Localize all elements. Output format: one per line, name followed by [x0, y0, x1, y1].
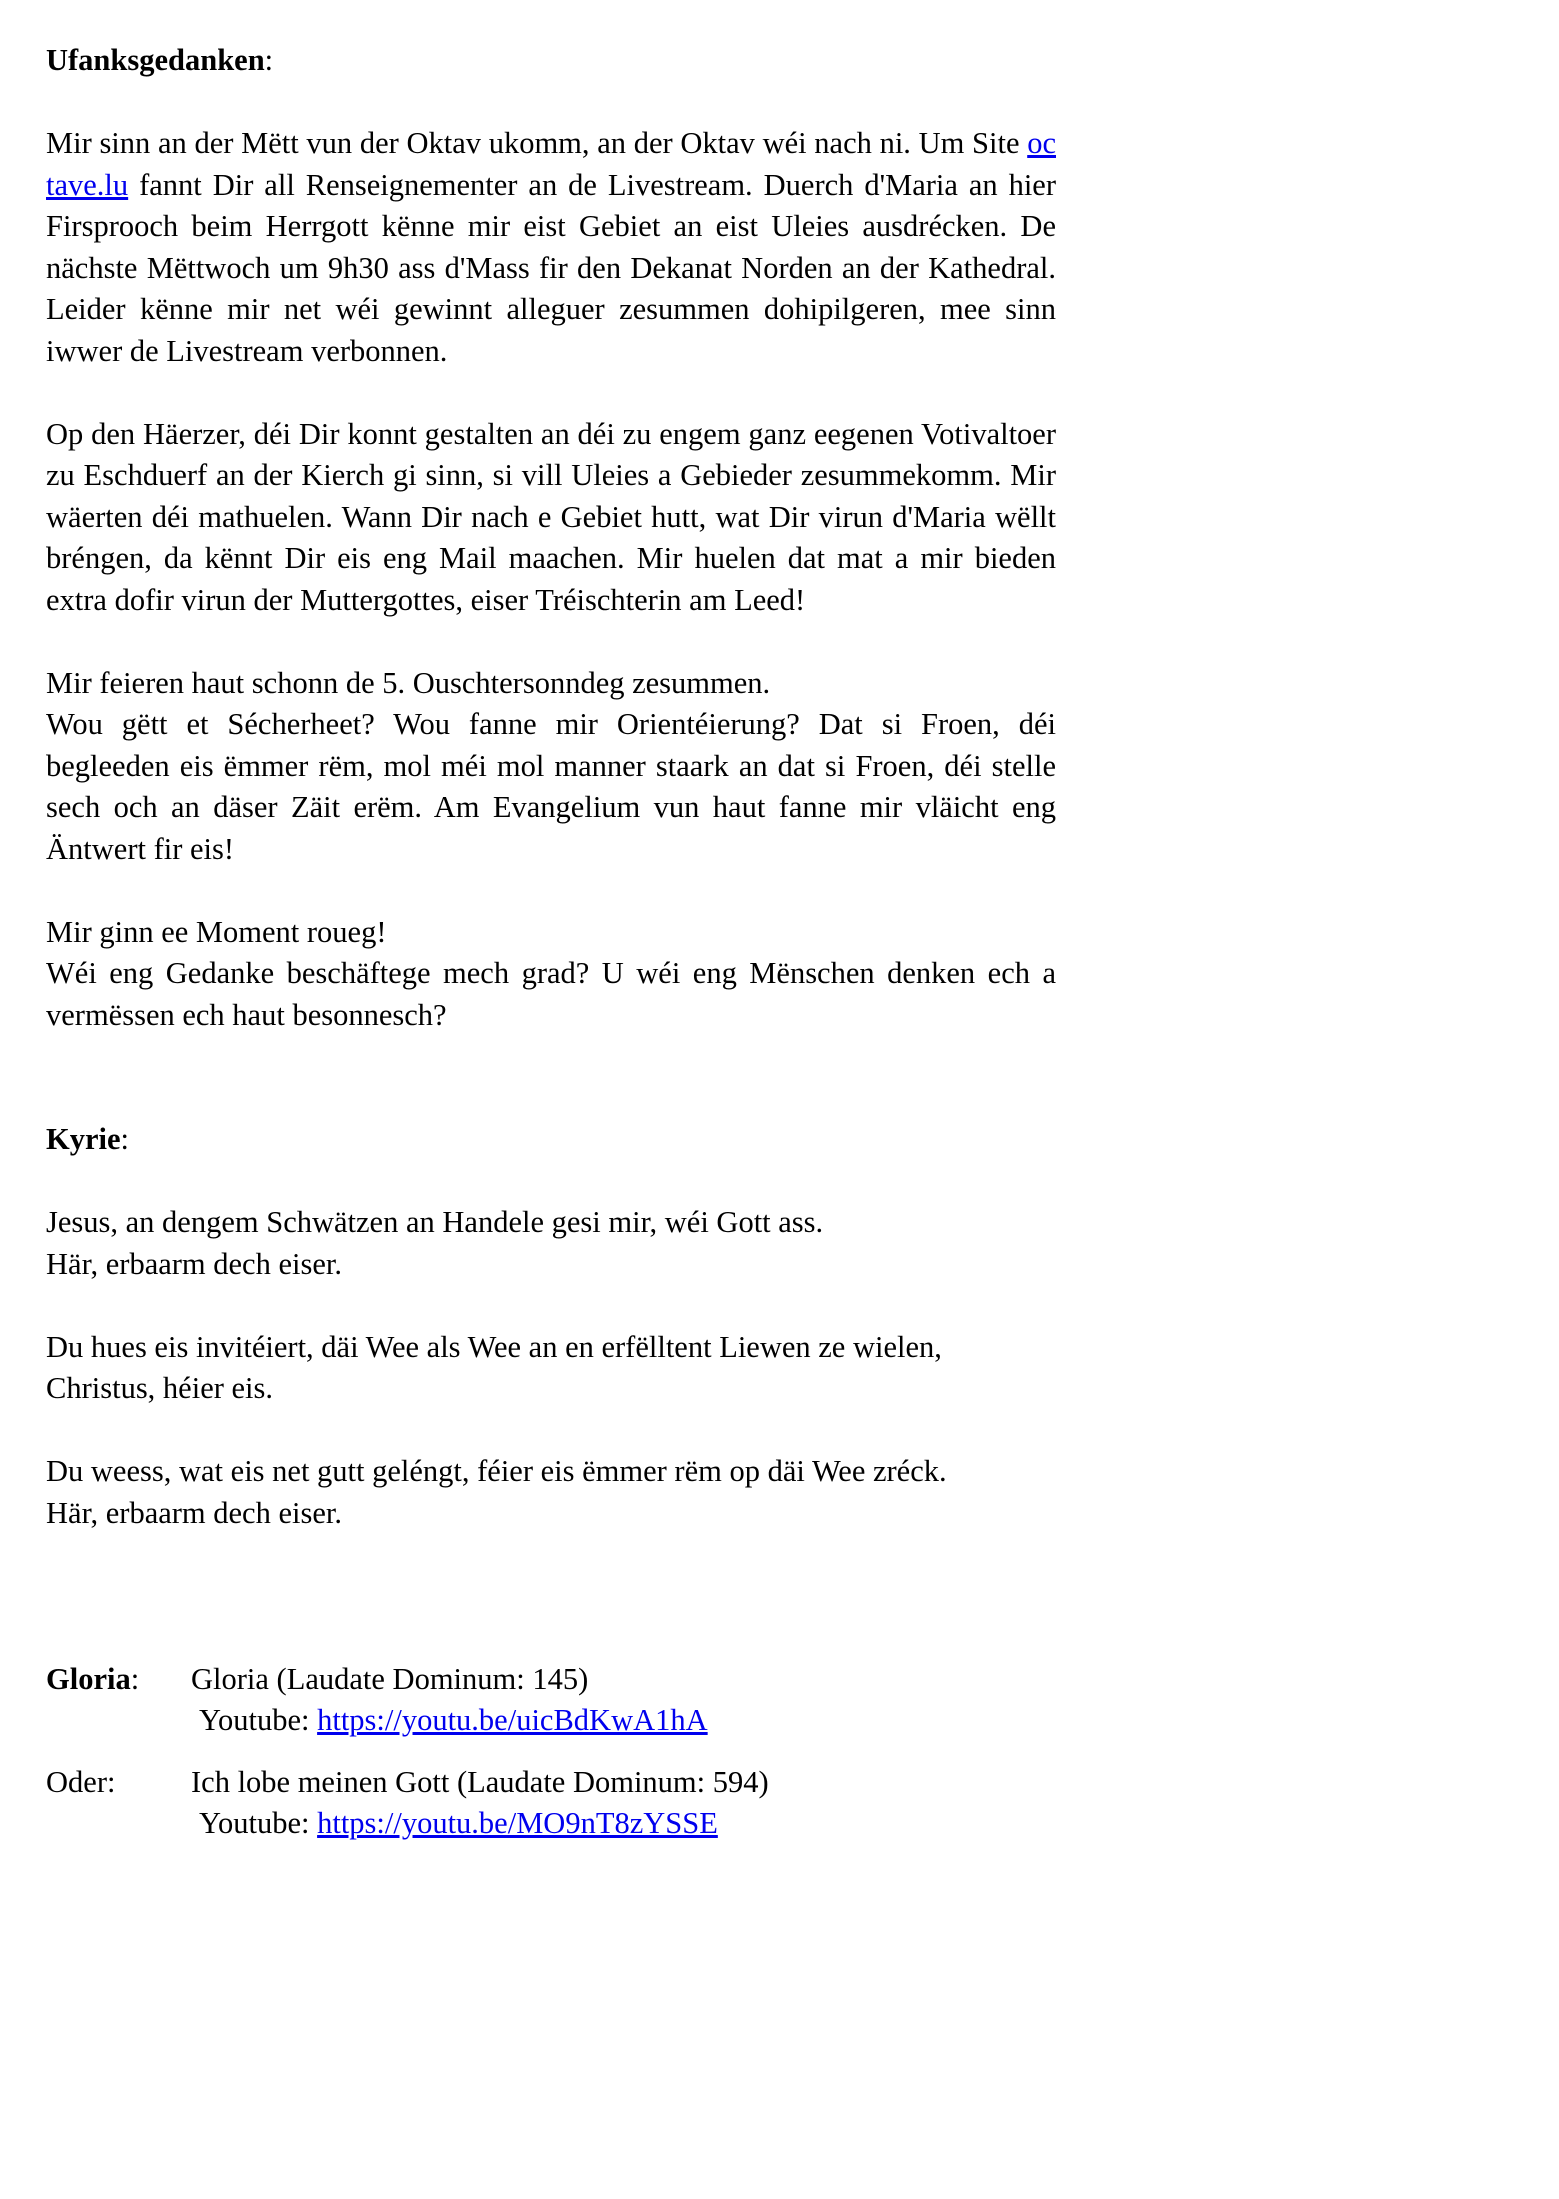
spacer [46, 1742, 1056, 1762]
paragraph-intro-part1: Mir sinn an der Mëtt vun der Oktav ukomm, an der Oktav wéi nach ni. Um Site [46, 126, 1028, 160]
spacer [46, 372, 1056, 414]
section-heading-label: Kyrie [46, 1122, 121, 1156]
document-body [46, 40, 1056, 1845]
paragraph-moment-roueg [46, 912, 1056, 954]
song-content-oder [191, 1762, 1056, 1845]
spacer [46, 1410, 1056, 1452]
youtube-link-oder[interactable]: https://youtu.be/MO9nT8zYSSE [317, 1806, 718, 1840]
song-media-gloria [191, 1700, 1056, 1742]
kyrie-verse-3-line-1: Du weess, wat eis net gutt geléngt, féier eis ëmmer rëm op däi Wee zréck. [46, 1454, 947, 1488]
spacer [46, 1534, 1056, 1617]
section-heading-colon: : [264, 43, 274, 77]
song-row-oder [46, 1762, 1056, 1845]
spacer [46, 1161, 1056, 1203]
section-heading-ufanksgedanken [46, 40, 1056, 82]
song-label-gloria [46, 1659, 191, 1701]
section-heading-colon: : [120, 1122, 130, 1156]
kyrie-verse-2-response: Christus, héier eis. [46, 1371, 274, 1405]
song-label-gloria-colon: : [130, 1661, 140, 1696]
paragraph-gedanken: Wéi eng Gedanke beschäftege mech grad? U wéi eng Mënschen denken ech a vermëssen ech haut besonnesch? [46, 956, 1056, 1032]
paragraph-moment-roueg-line-1: Mir ginn ee Moment roueg! [46, 914, 387, 949]
octave-lu-link[interactable]: octave.lu [46, 126, 1056, 202]
kyrie-verse-2 [46, 1327, 1056, 1410]
song-title-oder: Ich lobe meinen Gott (Laudate Dominum: 594) [191, 1764, 769, 1799]
paragraph-intro-part2: fannt Dir all Renseignementer an de Livestream. Duerch d'Maria an hier Firsprooch beim Herrgott kënne mir eist Gebiet an eist Uleies ausdrécken. De nächste Mëttwoch um 9h30 ass d'Mass fir den Dekanat Norden an der Kathedral. Leider kënne mir net wéi gewinnt alleguer zesummen dohipilgeren, mee sinn iwwer de Livestream verbonnen. [46, 167, 1056, 368]
spacer [46, 621, 1056, 663]
spacer [46, 870, 1056, 912]
song-row-gloria [46, 1659, 1056, 1742]
section-heading-label: Ufanksgedanken [46, 43, 265, 77]
section-heading-kyrie [46, 1119, 1056, 1161]
song-label-gloria-text: Gloria [46, 1661, 131, 1696]
spacer [46, 1617, 1056, 1659]
kyrie-verse-1-line-1: Jesus, an dengem Schwätzen an Handele gesi mir, wéi Gott ass. [46, 1205, 824, 1239]
spacer [46, 1285, 1056, 1327]
song-content-gloria [191, 1659, 1056, 1742]
paragraph-haerzer: Op den Häerzer, déi Dir konnt gestalten an déi zu engem ganz eegenen Votivaltoer zu Eschduerf an der Kierch gi sinn, si vill Uleies a Gebieder zesummekomm. Mir wäerten déi mathuelen. Wann Dir nach e Gebiet hutt, wat Dir virun d'Maria wëllt bréngen, da kënnt Dir eis eng Mail maachen. Mir huelen dat mat a mir bieden extra dofir virun der Muttergottes, eiser Tréischterin am Leed! [46, 416, 1056, 617]
paragraph-froen: Wou gëtt et Sécherheet? Wou fanne mir Orientéierung? Dat si Froen, déi begleeden eis ëmmer rëm, mol méi mol manner staark an dat si Froen, déi stelle sech och an däser Zäit erëm. Am Evangelium vun haut fanne mir vläicht eng Äntwert fir eis! [46, 707, 1056, 866]
kyrie-verse-2-line-1: Du hues eis invitéiert, däi Wee als Wee an en erfëlltent Liewen ze wielen, [46, 1329, 942, 1364]
kyrie-verse-1-response: Här, erbaarm dech eiser. [46, 1246, 342, 1281]
spacer [46, 1036, 1056, 1119]
paragraph-ouschtersonndeg [46, 663, 1056, 705]
kyrie-verse-3 [46, 1451, 1056, 1534]
song-label-oder-text: Oder [46, 1764, 107, 1799]
paragraph-ouschtersonndeg-line-1: Mir feieren haut schonn de 5. Ouschtersonndeg zesummen. [46, 665, 771, 700]
spacer [46, 82, 1056, 124]
song-title-gloria: Gloria (Laudate Dominum: 145) [191, 1661, 589, 1696]
song-media-oder [191, 1803, 1056, 1845]
song-label-oder-colon: : [106, 1764, 116, 1799]
song-media-label-gloria: Youtube: [199, 1703, 318, 1737]
paragraph-intro [46, 123, 1056, 372]
youtube-link-gloria[interactable]: https://youtu.be/uicBdKwA1hA [317, 1703, 708, 1737]
song-media-label-oder: Youtube: [199, 1806, 318, 1840]
kyrie-verse-3-response: Här, erbaarm dech eiser. [46, 1495, 342, 1530]
kyrie-verse-1 [46, 1202, 1056, 1285]
song-label-oder [46, 1762, 191, 1804]
